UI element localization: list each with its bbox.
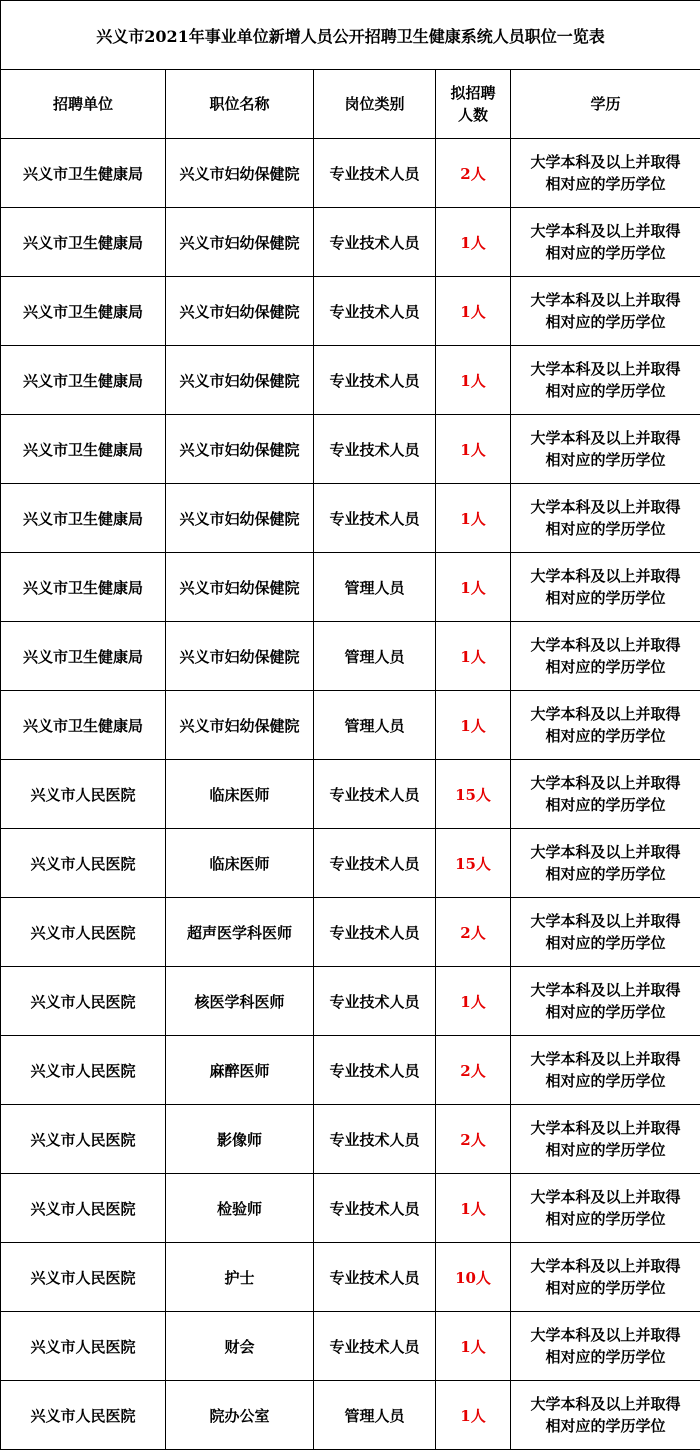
table-row <box>1 1036 700 1105</box>
table-row <box>1 1174 700 1243</box>
cell-position: 临床医师 <box>166 760 314 829</box>
header-count-line2: 人数 <box>436 104 510 126</box>
education-line-2: 相对应的学历学位 <box>511 863 700 885</box>
cell-position: 影像师 <box>166 1105 314 1174</box>
cell-education <box>511 760 700 829</box>
cell-education <box>511 1174 700 1243</box>
table-row <box>1 829 700 898</box>
cell-education <box>511 1036 700 1105</box>
education-line-2: 相对应的学历学位 <box>511 242 700 264</box>
table-row <box>1 622 700 691</box>
education-line-1: 大学本科及以上并取得 <box>511 634 700 656</box>
education-line-1: 大学本科及以上并取得 <box>511 841 700 863</box>
cell-education <box>511 553 700 622</box>
education-line-2: 相对应的学历学位 <box>511 932 700 954</box>
table-row <box>1 898 700 967</box>
cell-category: 管理人员 <box>314 1381 436 1450</box>
education-line-1: 大学本科及以上并取得 <box>511 703 700 725</box>
education-line-1: 大学本科及以上并取得 <box>511 979 700 1001</box>
cell-count: 2人 <box>436 1105 511 1174</box>
education-line-2: 相对应的学历学位 <box>511 725 700 747</box>
cell-position: 核医学科医师 <box>166 967 314 1036</box>
table-row <box>1 346 700 415</box>
education-line-1: 大学本科及以上并取得 <box>511 1117 700 1139</box>
table-row <box>1 415 700 484</box>
education-line-2: 相对应的学历学位 <box>511 311 700 333</box>
table-row <box>1 208 700 277</box>
cell-unit: 兴义市人民医院 <box>1 1381 166 1450</box>
cell-count: 1人 <box>436 553 511 622</box>
cell-position: 兴义市妇幼保健院 <box>166 208 314 277</box>
cell-position: 兴义市妇幼保健院 <box>166 139 314 208</box>
cell-category: 专业技术人员 <box>314 1243 436 1312</box>
education-line-1: 大学本科及以上并取得 <box>511 427 700 449</box>
cell-count: 2人 <box>436 1036 511 1105</box>
cell-education <box>511 691 700 760</box>
cell-unit: 兴义市人民医院 <box>1 1036 166 1105</box>
cell-position: 兴义市妇幼保健院 <box>166 553 314 622</box>
education-line-1: 大学本科及以上并取得 <box>511 910 700 932</box>
header-position: 职位名称 <box>166 70 314 139</box>
table-row <box>1 277 700 346</box>
cell-unit: 兴义市卫生健康局 <box>1 139 166 208</box>
education-line-1: 大学本科及以上并取得 <box>511 358 700 380</box>
cell-category: 专业技术人员 <box>314 967 436 1036</box>
cell-unit: 兴义市人民医院 <box>1 1312 166 1381</box>
cell-education <box>511 208 700 277</box>
cell-unit: 兴义市卫生健康局 <box>1 277 166 346</box>
cell-education <box>511 346 700 415</box>
cell-education <box>511 898 700 967</box>
cell-unit: 兴义市人民医院 <box>1 760 166 829</box>
table-row <box>1 967 700 1036</box>
cell-unit: 兴义市卫生健康局 <box>1 346 166 415</box>
cell-category: 专业技术人员 <box>314 898 436 967</box>
education-line-1: 大学本科及以上并取得 <box>511 1324 700 1346</box>
education-line-1: 大学本科及以上并取得 <box>511 151 700 173</box>
cell-category: 管理人员 <box>314 691 436 760</box>
cell-category: 专业技术人员 <box>314 484 436 553</box>
cell-education <box>511 1312 700 1381</box>
cell-count: 1人 <box>436 1312 511 1381</box>
cell-education <box>511 1243 700 1312</box>
header-category: 岗位类别 <box>314 70 436 139</box>
education-line-2: 相对应的学历学位 <box>511 380 700 402</box>
education-line-2: 相对应的学历学位 <box>511 794 700 816</box>
cell-unit: 兴义市卫生健康局 <box>1 691 166 760</box>
cell-position: 兴义市妇幼保健院 <box>166 415 314 484</box>
cell-count: 10人 <box>436 1243 511 1312</box>
cell-count: 1人 <box>436 277 511 346</box>
header-row <box>1 70 700 139</box>
cell-category: 专业技术人员 <box>314 1312 436 1381</box>
education-line-2: 相对应的学历学位 <box>511 518 700 540</box>
table-row <box>1 691 700 760</box>
cell-position: 检验师 <box>166 1174 314 1243</box>
education-line-2: 相对应的学历学位 <box>511 587 700 609</box>
cell-category: 专业技术人员 <box>314 208 436 277</box>
header-count <box>436 70 511 139</box>
cell-count: 1人 <box>436 622 511 691</box>
cell-position: 兴义市妇幼保健院 <box>166 622 314 691</box>
cell-position: 麻醉医师 <box>166 1036 314 1105</box>
cell-education <box>511 622 700 691</box>
cell-count: 1人 <box>436 691 511 760</box>
cell-count: 1人 <box>436 208 511 277</box>
education-line-1: 大学本科及以上并取得 <box>511 1393 700 1415</box>
table-row <box>1 1243 700 1312</box>
table-row <box>1 1381 700 1450</box>
cell-category: 专业技术人员 <box>314 760 436 829</box>
cell-position: 临床医师 <box>166 829 314 898</box>
education-line-1: 大学本科及以上并取得 <box>511 1048 700 1070</box>
cell-unit: 兴义市人民医院 <box>1 967 166 1036</box>
cell-education <box>511 1381 700 1450</box>
cell-education <box>511 829 700 898</box>
education-line-1: 大学本科及以上并取得 <box>511 220 700 242</box>
cell-position: 超声医学科医师 <box>166 898 314 967</box>
cell-category: 专业技术人员 <box>314 346 436 415</box>
table-title: 兴义市2021年事业单位新增人员公开招聘卫生健康系统人员职位一览表 <box>1 1 700 70</box>
table-row <box>1 139 700 208</box>
cell-count: 1人 <box>436 1174 511 1243</box>
education-line-1: 大学本科及以上并取得 <box>511 289 700 311</box>
education-line-2: 相对应的学历学位 <box>511 173 700 195</box>
cell-unit: 兴义市卫生健康局 <box>1 415 166 484</box>
cell-unit: 兴义市人民医院 <box>1 829 166 898</box>
cell-count: 15人 <box>436 760 511 829</box>
cell-count: 1人 <box>436 484 511 553</box>
table-row <box>1 1312 700 1381</box>
cell-unit: 兴义市卫生健康局 <box>1 484 166 553</box>
header-unit: 招聘单位 <box>1 70 166 139</box>
cell-education <box>511 139 700 208</box>
cell-education <box>511 484 700 553</box>
cell-education <box>511 415 700 484</box>
cell-unit: 兴义市人民医院 <box>1 898 166 967</box>
cell-education <box>511 277 700 346</box>
cell-category: 专业技术人员 <box>314 829 436 898</box>
title-row <box>1 1 700 70</box>
cell-position: 院办公室 <box>166 1381 314 1450</box>
cell-category: 专业技术人员 <box>314 415 436 484</box>
education-line-2: 相对应的学历学位 <box>511 1001 700 1023</box>
cell-education <box>511 967 700 1036</box>
education-line-2: 相对应的学历学位 <box>511 1139 700 1161</box>
header-education: 学历 <box>511 70 700 139</box>
education-line-2: 相对应的学历学位 <box>511 1277 700 1299</box>
cell-count: 2人 <box>436 898 511 967</box>
cell-count: 1人 <box>436 1381 511 1450</box>
table-row <box>1 760 700 829</box>
cell-position: 财会 <box>166 1312 314 1381</box>
education-line-2: 相对应的学历学位 <box>511 656 700 678</box>
cell-position: 护士 <box>166 1243 314 1312</box>
education-line-1: 大学本科及以上并取得 <box>511 1255 700 1277</box>
cell-unit: 兴义市卫生健康局 <box>1 208 166 277</box>
education-line-1: 大学本科及以上并取得 <box>511 1186 700 1208</box>
cell-count: 1人 <box>436 967 511 1036</box>
cell-unit: 兴义市卫生健康局 <box>1 553 166 622</box>
cell-count: 2人 <box>436 139 511 208</box>
education-line-1: 大学本科及以上并取得 <box>511 496 700 518</box>
education-line-1: 大学本科及以上并取得 <box>511 565 700 587</box>
education-line-2: 相对应的学历学位 <box>511 1346 700 1368</box>
header-count-line1: 拟招聘 <box>436 82 510 104</box>
cell-category: 专业技术人员 <box>314 277 436 346</box>
cell-position: 兴义市妇幼保健院 <box>166 691 314 760</box>
cell-unit: 兴义市人民医院 <box>1 1174 166 1243</box>
cell-position: 兴义市妇幼保健院 <box>166 277 314 346</box>
table-row <box>1 553 700 622</box>
education-line-1: 大学本科及以上并取得 <box>511 772 700 794</box>
table-row <box>1 1105 700 1174</box>
cell-category: 专业技术人员 <box>314 1174 436 1243</box>
education-line-2: 相对应的学历学位 <box>511 1208 700 1230</box>
cell-category: 专业技术人员 <box>314 139 436 208</box>
cell-education <box>511 1105 700 1174</box>
cell-position: 兴义市妇幼保健院 <box>166 484 314 553</box>
cell-unit: 兴义市人民医院 <box>1 1105 166 1174</box>
education-line-2: 相对应的学历学位 <box>511 449 700 471</box>
cell-position: 兴义市妇幼保健院 <box>166 346 314 415</box>
cell-count: 1人 <box>436 415 511 484</box>
cell-category: 管理人员 <box>314 622 436 691</box>
cell-unit: 兴义市卫生健康局 <box>1 622 166 691</box>
cell-category: 专业技术人员 <box>314 1036 436 1105</box>
education-line-2: 相对应的学历学位 <box>511 1415 700 1437</box>
cell-unit: 兴义市人民医院 <box>1 1243 166 1312</box>
cell-count: 1人 <box>436 346 511 415</box>
table-row <box>1 484 700 553</box>
cell-category: 管理人员 <box>314 553 436 622</box>
cell-count: 15人 <box>436 829 511 898</box>
education-line-2: 相对应的学历学位 <box>511 1070 700 1092</box>
cell-category: 专业技术人员 <box>314 1105 436 1174</box>
